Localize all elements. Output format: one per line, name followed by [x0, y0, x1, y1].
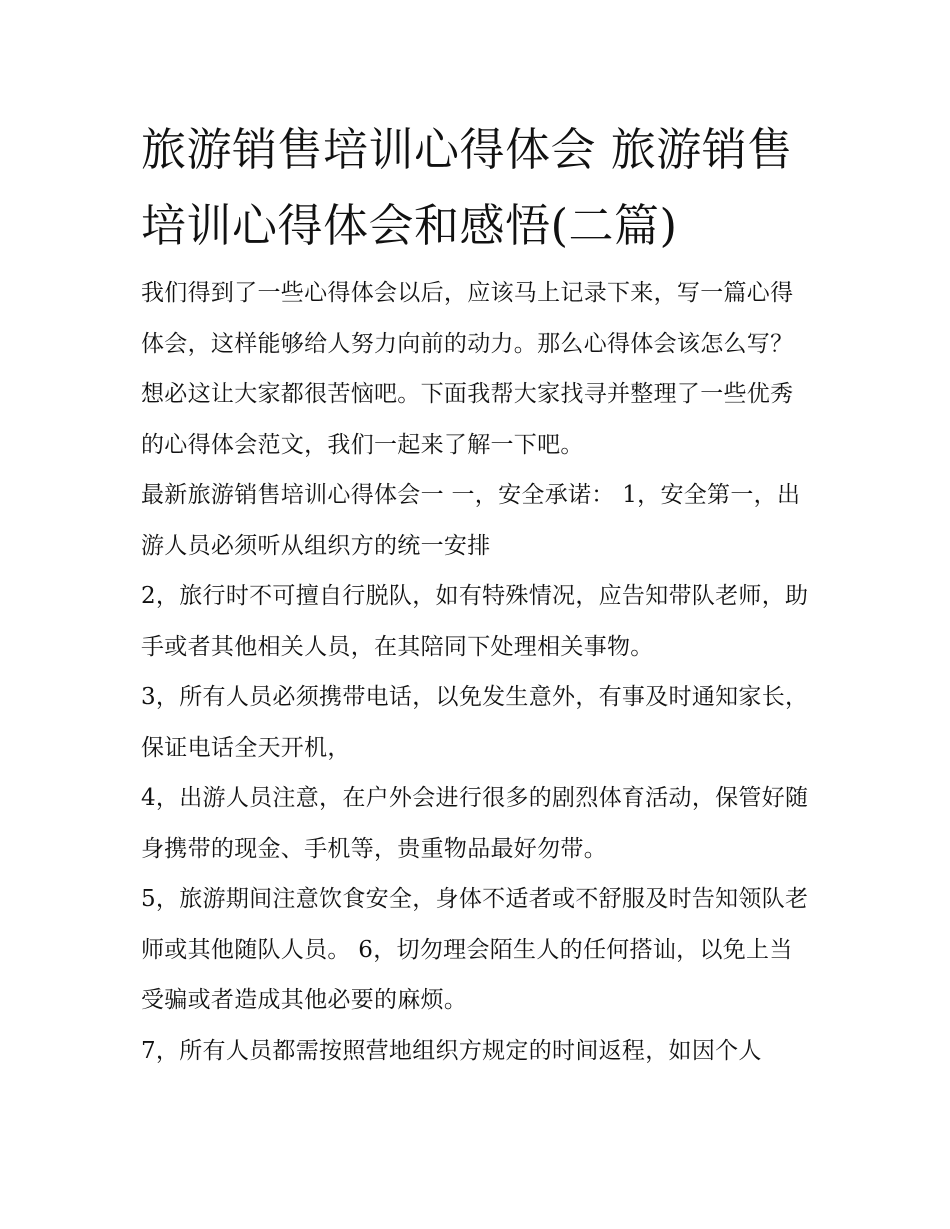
paragraph-safety-1: 最新旅游销售培训心得体会一 一，安全承诺： 1，安全第一，出游人员必须听从组织方的统一安排 [141, 482, 801, 559]
paragraph-safety-5-6: 5，旅游期间注意饮食安全，身体不适者或不舒服及时告知领队老师或其他随队人员。 6，切勿理会陌生人的任何搭讪，以免上当受骗或者造成其他必要的麻烦。 [141, 886, 809, 1013]
document-title: 旅游销售培训心得体会 旅游销售培训心得体会和感悟(二篇) [141, 123, 793, 252]
document-body [141, 268, 813, 1076]
paragraph-safety-7: 7，所有人员都需按照营地组织方规定的时间返程，如因个人 [141, 1037, 762, 1064]
paragraph-safety-4: 4，出游人员注意，在户外会进行很多的剧烈体育活动，保管好随身携带的现金、手机等，贵重物品最好勿带。 [141, 785, 809, 862]
paragraph-safety-3: 3，所有人员必须携带电话，以免发生意外，有事及时通知家长，保证电话全天开机， [141, 684, 809, 761]
paragraph-safety-2: 2，旅行时不可擅自行脱队，如有特殊情况，应告知带队老师，助手或者其他相关人员，在其陪同下处理相关事物。 [141, 583, 809, 660]
paragraph-intro: 我们得到了一些心得体会以后，应该马上记录下来，写一篇心得体会，这样能够给人努力向前的动力。那么心得体会该怎么写？想必这让大家都很苦恼吧。下面我帮大家找寻并整理了一些优秀的心得体会范文，我们一起来了解一下吧。 [141, 280, 794, 458]
document-page [141, 112, 813, 1076]
